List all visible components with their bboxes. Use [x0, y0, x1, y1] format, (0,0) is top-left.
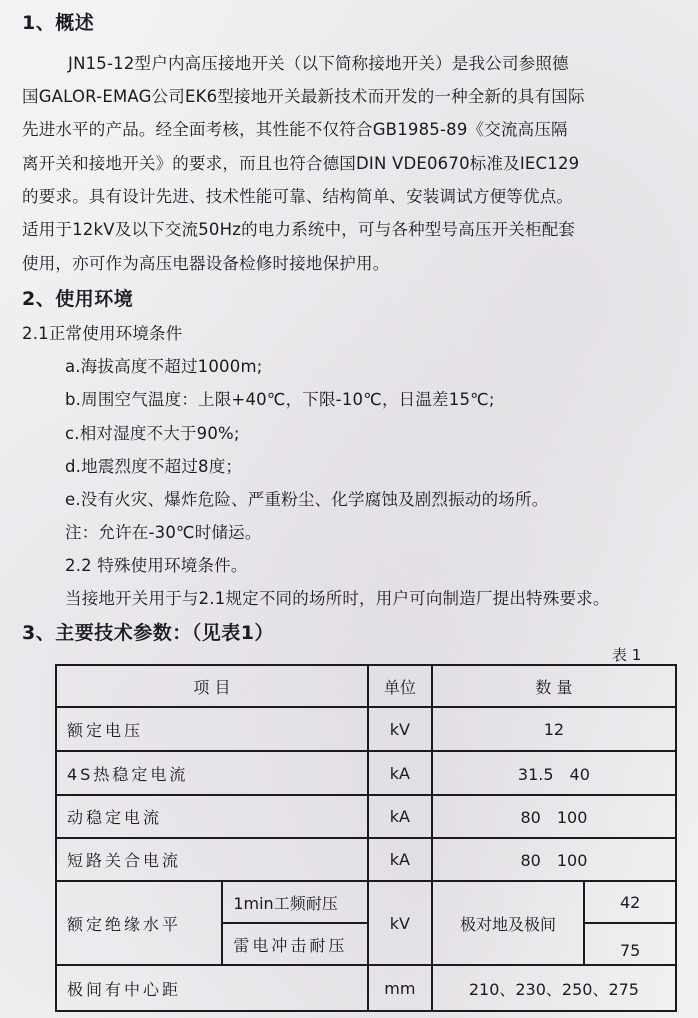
row-item: 短路关合电流: [56, 838, 368, 881]
section-1-heading: 1、概述: [22, 12, 95, 34]
table-row: [56, 707, 676, 751]
condition-item-d: d.地震烈度不超过8度；: [65, 457, 243, 476]
row-unit: mm: [368, 965, 432, 1011]
section-3-heading: 3、主要技术参数：（见表1）: [22, 622, 274, 644]
table-row: [56, 795, 676, 838]
row-value: 80 100: [432, 795, 676, 838]
paragraph-line: 先进水平的产品。经全面考核，其性能不仅符合GB1985-89《交流高压隔: [22, 120, 568, 139]
insulation-item: 额定绝缘水平: [56, 881, 222, 965]
row-unit: kA: [368, 838, 432, 881]
condition-item-a: a.海拔高度不超过1000m;: [65, 357, 263, 376]
row-item: 额定电压: [56, 707, 368, 751]
table-row: [56, 965, 676, 1011]
storage-note: 注：允许在-30℃时储运。: [65, 523, 262, 542]
condition-item-b: b.周围空气温度：上限+40℃，下限-10℃，日温差15℃;: [65, 390, 495, 409]
paragraph-line: 适用于12kV及以下交流50Hz的电力系统中，可与各种型号高压开关柜配套: [22, 220, 576, 239]
paragraph-line: 离开关和接地开关》的要求，而且也符合德国DIN VDE0670标准及IEC129: [22, 154, 580, 173]
insulation-row-1: [56, 881, 676, 923]
row-item: 极间有中心距: [56, 965, 368, 1011]
row-item: 动稳定电流: [56, 795, 368, 838]
row-unit: kV: [368, 707, 432, 751]
insulation-sub1: 1min工频耐压: [222, 881, 368, 923]
paragraph-line: JN15-12型户内高压接地开关（以下简称接地开关）是我公司参照德: [68, 54, 569, 73]
table-row: [56, 751, 676, 795]
table-header-row: [56, 665, 676, 707]
row-value: 12: [432, 707, 676, 751]
row-value: 31.5 40: [432, 751, 676, 795]
condition-item-c: c.相对湿度不大于90%;: [65, 424, 240, 443]
table-row: [56, 838, 676, 881]
insulation-value-2: 75: [584, 923, 676, 965]
subsection-2-1-title: 2.1正常使用环境条件: [22, 324, 183, 343]
insulation-unit: kV: [368, 881, 432, 965]
section-2-heading: 2、使用环境: [22, 288, 134, 310]
row-value: 210、230、250、275: [432, 965, 676, 1011]
insulation-sub2: 雷电冲击耐压: [222, 923, 368, 965]
paragraph-line: 的要求。具有设计先进、技术性能可靠、结构简单、安装调试方便等优点。: [22, 187, 574, 206]
insulation-condition: 极对地及极间: [432, 881, 584, 965]
spec-table: [55, 664, 677, 1012]
header-item: 项 目: [56, 665, 368, 707]
insulation-value-1: 42: [584, 881, 676, 923]
row-item: 4S热稳定电流: [56, 751, 368, 795]
row-value: 80 100: [432, 838, 676, 881]
subsection-2-2-title: 2.2 特殊使用环境条件。: [65, 556, 248, 575]
row-unit: kA: [368, 751, 432, 795]
header-value: 数 量: [432, 665, 676, 707]
special-condition-text: 当接地开关用于与2.1规定不同的场所时，用户可向制造厂提出特殊要求。: [65, 589, 610, 608]
header-unit: 单位: [368, 665, 432, 707]
paragraph-line: 使用，亦可作为高压电器设备检修时接地保护用。: [22, 254, 390, 273]
table-caption: 表 1: [612, 646, 642, 664]
row-unit: kA: [368, 795, 432, 838]
paragraph-line: 国GALOR-EMAG公司EK6型接地开关最新技术而开发的一种全新的具有国际: [22, 87, 585, 106]
condition-item-e: e.没有火灾、爆炸危险、严重粉尘、化学腐蚀及剧烈振动的场所。: [65, 490, 549, 509]
